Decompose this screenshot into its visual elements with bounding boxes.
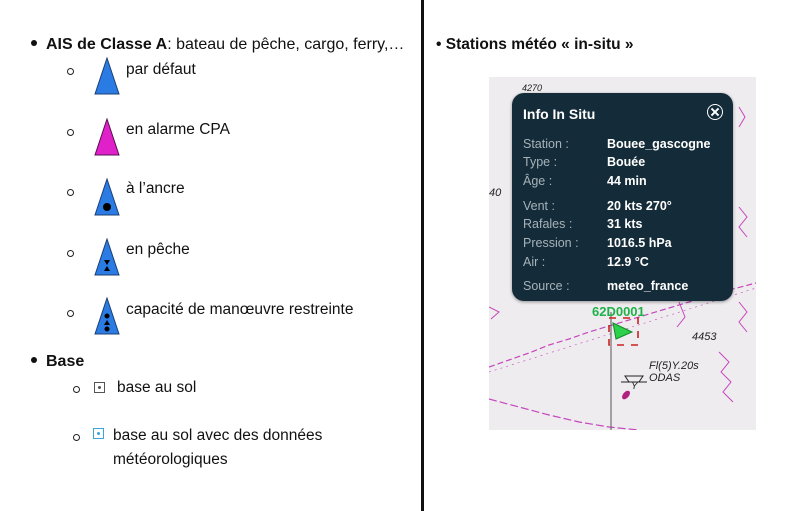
ais-heading: AIS de Classe A: bateau de pêche, cargo, ferry,… [31,36,404,54]
sub-bullet [67,310,74,317]
sub-bullet [67,189,74,196]
sub-bullet [67,129,74,136]
bullet-dot: • [436,36,442,53]
popup-row: Source : meteo_france [523,279,689,293]
ground-base-weather-label: base au sol avec des données [113,427,323,444]
popup-title: Info In Situ [523,106,596,122]
ground-base-weather-icon [93,428,104,439]
station-mmsi-label: 62D0001 [592,304,645,319]
ground-base-icon [94,382,105,393]
ais-fishing-label: en pêche [126,241,190,258]
popup-row: Vent : 20 kts 270° [523,199,672,213]
odas-buoy-icon [621,373,649,403]
ais-alarm-label: en alarme CPA [126,121,230,138]
depth-label: 40 [489,187,502,199]
column-divider [421,0,424,511]
depth-label: 4270 [522,83,543,93]
info-popup [512,93,733,301]
popup-row: Air : 12.9 °C [523,255,649,269]
popup-row: Station : Bouee_gascogne [523,137,711,151]
light-characteristic: Fl(5)Y.20s [649,360,699,372]
popup-row: Pression : 1016.5 hPa [523,236,672,250]
station-marker-icon[interactable] [608,317,640,347]
ais-default-label: par défaut [126,61,196,78]
odas-label: ODAS [649,372,681,384]
ais-anchor-icon [94,178,120,216]
sub-bullet [73,386,80,393]
bullet-dot [31,40,37,46]
buoy-y-label: Y [631,381,638,392]
ground-base-weather-label-cont: météorologiques [113,451,228,468]
bullet-dot [31,357,37,363]
ais-restricted-icon [94,297,120,335]
ais-anchor-label: à l’ancre [126,180,185,197]
sub-bullet [67,68,74,75]
base-heading: Base [31,353,84,371]
popup-row: Type : Bouée [523,155,646,169]
depth-label: 4453 [692,331,717,343]
close-icon[interactable] [707,104,723,120]
sub-bullet [67,250,74,257]
stations-heading: • Stations météo « in-situ » [436,36,634,53]
ais-default-icon [94,57,120,95]
popup-row: Rafales : 31 kts [523,217,643,231]
ais-alarm-icon [94,118,120,156]
sub-bullet [73,434,80,441]
ais-fishing-icon [94,238,120,276]
ais-restricted-label: capacité de manœuvre restreinte [126,301,354,318]
popup-row: Âge : 44 min [523,174,647,188]
ground-base-label: base au sol [117,379,197,396]
